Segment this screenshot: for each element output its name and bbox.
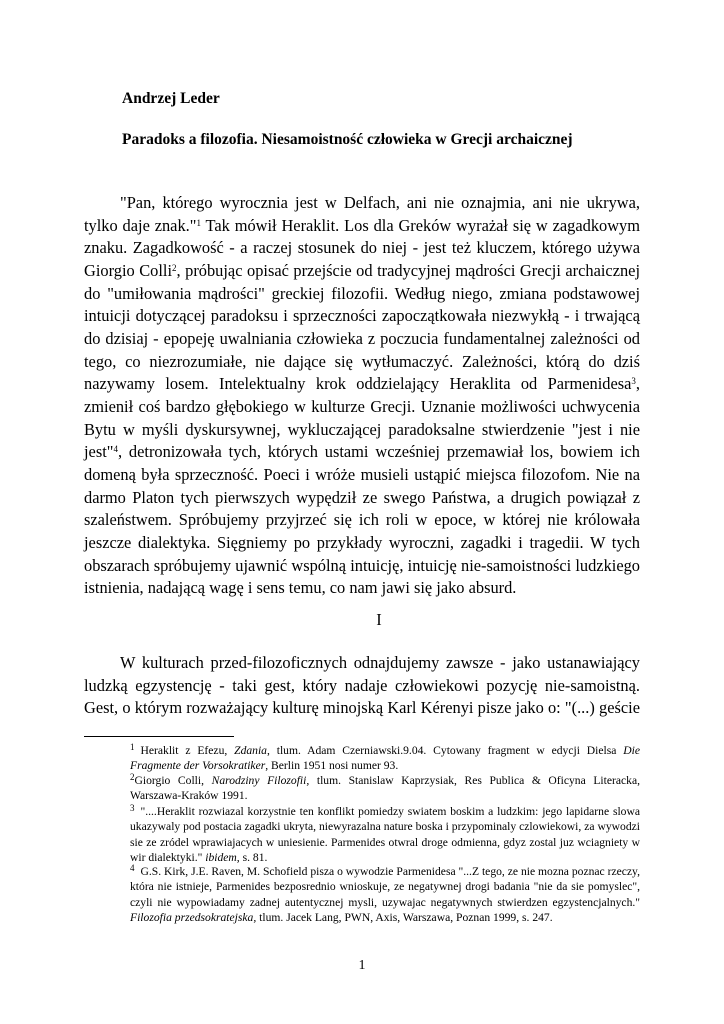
footnote-2-italic-b: Narodziny Filozofii,: [211, 774, 310, 787]
section-heading: I: [376, 610, 382, 629]
footnote-2: [130, 773, 640, 804]
body-paragraph-1: [84, 192, 640, 600]
footnote-3-text-a: "....Heraklit rozwiazal korzystnie ten konflikt pomiedzy swiatem boskim a ludzkim: jego lapidarne slowa ukazywaly pod postacia zagadki ukryta, niewyrazalna nature boska i przypominaly czlowiekowi, za wywodzi sie ze zródel wprawiajacych w uniesienie. Parmenides otwral droge odmienna, gdyz zostal juz wciagniety w wir dialektyki.": [130, 805, 640, 865]
footnote-1-italic-d: Die Fragmente der Vorsokratiker: [130, 744, 640, 773]
footnote-4-text-c: tlum. Jacek Lang, PWN, Axis, Warszawa, Poznan 1999, s. 247.: [256, 911, 553, 925]
p1-text-2: Tak mówił Heraklit. Los dla Greków wyrażał się w zagadkowym znaku. Zagadkowość - a raczej stosunek do niej - jest też kluczem, którego używa Giorgio Colli: [84, 215, 640, 280]
footnote-4-number: 4: [130, 863, 135, 873]
p1-text-1: "Pan, którego wyrocznia jest w Delfach, ani nie oznajmia, ani nie ukrywa, tylko daje znak.": [84, 193, 640, 235]
footnote-1-text-a: Heraklit z Efezu,: [140, 744, 235, 757]
p1-text-3: , próbując opisać przejście od tradycyjnej mądrości Grecji archaicznej do "umiłowania mądrości" greckiej filozofii. Według niego, zmiana podstawowej intuicji dotyczącej paradoksu i sprzeczności zapoczątkowała niezwykłą - i trwającą do dzisiaj - epopeję uwalniania człowieka z poczucia fundamentalnej zależności od tego, co niezrozumiałe, nie dające się wytłumaczyć. Zależności, którą do dziś nazywamy losem. Intelektualny krok oddzielający Heraklita od Parmenidesa: [84, 260, 640, 394]
footnote-4-italic-b: Filozofia przedsokratejska,: [130, 911, 257, 925]
footnote-1: [130, 743, 640, 774]
footnote-ref-1[interactable]: 1: [196, 217, 201, 228]
footnote-ref-3[interactable]: 3: [631, 376, 636, 387]
footnote-ref-4[interactable]: 4: [113, 444, 118, 455]
footnote-ref-2[interactable]: 2: [172, 262, 177, 273]
p1-text-5: , detronizowała tych, których ustami wcześniej przemawiał los, bowiem ich domeną była sprzeczność. Poeci i wróże musieli ustąpić miejsca filozofom. Nie na darmo Platon tych pierwszych wypędził ze swego Państwa, a drugich powiązał z szaleństwem. Spróbujemy przyjrzeć się ich roli w epoce, w której nie królowała jeszcze dialektyka. Sięgniemy po przykłady wyroczni, zagadki i tragedii. W tych obszarach spróbujemy ujawnić wspólną intuicję, intuicję nie-samoistności ludzkiego istnienia, nadającą wagę i sens temu, co nam jawi się jako absurd.: [84, 442, 640, 598]
footnote-1-number: 1: [130, 742, 135, 752]
footnote-4-text-a: G.S. Kirk, J.E. Raven, M. Schofield pisza o wywodzie Parmenidesa "...Z tego, ze nie mozna poznac rzeczy, która nie istnieje, Parmenides bezposrednio wnioskuje, ze negatywnej drogi badania "nie da sie pomyslec", czyli nie wypowiadamy zadnej autentycznej mysli, uzywajac negatywnych stwierdzen egzystencjalnych.": [130, 865, 640, 909]
footnote-3-text-c: s. 81.: [239, 851, 268, 865]
footnote-4: [130, 864, 640, 926]
footnote-3-number: 3: [130, 803, 135, 813]
page-number: 1: [358, 958, 366, 973]
footnote-2-text-c: tlum. Stanislaw Kaprzysiak, Res Publica & Oficyna Literacka, Warszawa-Kraków 1991.: [130, 774, 640, 803]
footnote-1-text-e: , Berlin 1951 nosi numer 93.: [265, 759, 399, 773]
footnote-separator: [84, 736, 234, 737]
body-paragraph-2: W kulturach przed-filozoficznych odnajdujemy zawsze - jako ustanawiający ludzką egzystencję - taki gest, który nadaje człowiekowi pozycję nie-samoistną. Gest, o którym rozważający kulturę minojską Karl Kérenyi pisze jako o: "(...) geście: [84, 653, 640, 718]
p1-text-4: , zmienił coś bardzo głębokiego w kulturze Grecji. Uznanie możliwości uchwycenia Bytu w myśli dyskursywnej, wykluczającej paradoksalne stwierdzenie "jest i nie jest": [84, 374, 640, 462]
footnote-1-text-c: , tlum. Adam Czerniawski.9.04. Cytowany fragment w edycji Dielsa: [266, 744, 624, 757]
article-title: Paradoks a filozofia. Niesamoistność człowieka w Grecji archaicznej: [122, 131, 573, 148]
footnote-3-italic-b: ibidem,: [205, 851, 240, 865]
author-name: Andrzej Leder: [122, 90, 220, 107]
footnote-2-text-a: Giorgio Colli,: [134, 774, 212, 787]
footnote-1-italic-b: Zdania: [234, 744, 267, 757]
footnote-2-number: 2: [130, 772, 135, 782]
footnote-3: [130, 804, 640, 866]
